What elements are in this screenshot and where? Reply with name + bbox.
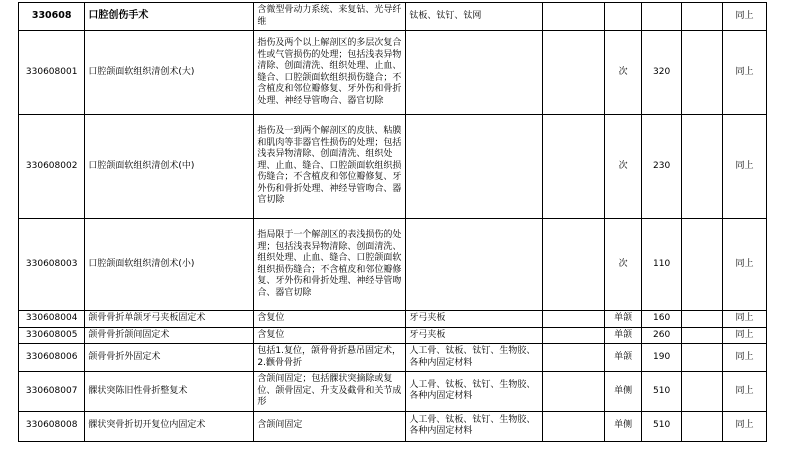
cell-code: 330608 <box>19 3 85 31</box>
cell-desc: 含颌间固定；包括髁状突摘除或复位、颌骨固定、升支及截骨和关节成形 <box>254 372 406 412</box>
cell-price: 510 <box>641 372 682 412</box>
cell-unit: 单侧 <box>605 411 641 441</box>
table-row <box>19 31 767 115</box>
cell-name: 颌骨骨折颌间固定术 <box>85 327 254 344</box>
cell-same: 同上 <box>723 344 767 372</box>
cell-code: 330608002 <box>19 115 85 219</box>
cell-unit: 次 <box>605 115 641 219</box>
cell-material <box>406 115 543 219</box>
table-row <box>19 372 767 412</box>
table-row <box>19 344 767 372</box>
cell-desc: 指伤及一到两个解剖区的皮肤、粘膜和肌肉等非器官性损伤的处理；包括浅表异物清除、创面清洗、组织处理、止血、缝合、口腔颌面软组织损伤缝合；不含植皮和邻位瓣修复、牙外伤和骨折处理、神经导管吻合、器官切除 <box>254 115 406 219</box>
cell-note <box>682 31 723 115</box>
table-row <box>19 219 767 311</box>
cell-code: 330608001 <box>19 31 85 115</box>
cell-same: 同上 <box>723 311 767 328</box>
cell-same: 同上 <box>723 219 767 311</box>
cell-excl <box>543 219 605 311</box>
cell-code: 330608007 <box>19 372 85 412</box>
cell-material: 牙弓夹板 <box>406 327 543 344</box>
table-row <box>19 115 767 219</box>
cell-note <box>682 344 723 372</box>
cell-unit: 单颌 <box>605 311 641 328</box>
cell-name: 颌骨骨折外固定术 <box>85 344 254 372</box>
cell-name: 髁状突骨折切开复位内固定术 <box>85 411 254 441</box>
table-row <box>19 3 767 31</box>
cell-same: 同上 <box>723 31 767 115</box>
cell-unit: 次 <box>605 31 641 115</box>
cell-price: 190 <box>641 344 682 372</box>
cell-same: 同上 <box>723 411 767 441</box>
cell-excl <box>543 3 605 31</box>
table-row <box>19 311 767 328</box>
cell-excl <box>543 411 605 441</box>
cell-desc: 包括1.复位，颌骨骨折悬吊固定术，2.颧骨骨折 <box>254 344 406 372</box>
cell-material: 人工骨、钛板、钛钉、生物胶、各种内固定材料 <box>406 372 543 412</box>
cell-name: 髁状突陈旧性骨折整复术 <box>85 372 254 412</box>
cell-excl <box>543 311 605 328</box>
cell-unit: 次 <box>605 219 641 311</box>
cell-same: 同上 <box>723 115 767 219</box>
cell-same: 同上 <box>723 372 767 412</box>
cell-price <box>641 3 682 31</box>
cell-material: 人工骨、钛板、钛钉、生物胶、各种内固定材料 <box>406 411 543 441</box>
cell-desc: 指伤及两个以上解剖区的多层次复合性或气管损伤的处理；包括浅表异物清除、创面清洗、组织处理、止血、缝合、口腔颌面软组织损伤缝合；不含植皮和邻位瓣修复、牙外伤和骨折处理、神经导管吻合、器官切除 <box>254 31 406 115</box>
cell-price: 110 <box>641 219 682 311</box>
cell-price: 260 <box>641 327 682 344</box>
cell-note <box>682 327 723 344</box>
cell-desc: 含复位 <box>254 327 406 344</box>
cell-price: 320 <box>641 31 682 115</box>
cell-excl <box>543 31 605 115</box>
cell-material: 牙弓夹板 <box>406 311 543 328</box>
cell-code: 330608006 <box>19 344 85 372</box>
cell-desc: 含复位 <box>254 311 406 328</box>
cell-name: 口腔颌面软组织清创术(大) <box>85 31 254 115</box>
cell-price: 160 <box>641 311 682 328</box>
cell-name: 颌骨骨折单颌牙弓夹板固定术 <box>85 311 254 328</box>
cell-note <box>682 311 723 328</box>
cell-excl <box>543 327 605 344</box>
cell-excl <box>543 344 605 372</box>
cell-material: 人工骨、钛板、钛钉、生物胶、各种内固定材料 <box>406 344 543 372</box>
table-row <box>19 411 767 441</box>
cell-name: 口腔创伤手术 <box>85 3 254 31</box>
cell-note <box>682 411 723 441</box>
cell-unit: 单颌 <box>605 344 641 372</box>
cell-code: 330608008 <box>19 411 85 441</box>
cell-desc: 含微型骨动力系统、来复钻、光导纤维 <box>254 3 406 31</box>
price-table <box>18 2 767 442</box>
cell-name: 口腔颌面软组织清创术(中) <box>85 115 254 219</box>
cell-code: 330608004 <box>19 311 85 328</box>
cell-unit <box>605 3 641 31</box>
table-row <box>19 327 767 344</box>
cell-note <box>682 219 723 311</box>
cell-note <box>682 372 723 412</box>
cell-name: 口腔颌面软组织清创术(小) <box>85 219 254 311</box>
cell-note <box>682 115 723 219</box>
cell-code: 330608003 <box>19 219 85 311</box>
cell-excl <box>543 115 605 219</box>
cell-code: 330608005 <box>19 327 85 344</box>
cell-unit: 单侧 <box>605 372 641 412</box>
cell-unit: 单颌 <box>605 327 641 344</box>
cell-note <box>682 3 723 31</box>
cell-same: 同上 <box>723 3 767 31</box>
cell-material <box>406 219 543 311</box>
cell-price: 230 <box>641 115 682 219</box>
cell-material: 钛板、钛钉、钛网 <box>406 3 543 31</box>
cell-same: 同上 <box>723 327 767 344</box>
cell-desc: 指局限于一个解剖区的表浅损伤的处理；包括浅表异物清除、创面清洗、组织处理、止血、缝合、口腔颌面软组织损伤缝合；不含植皮和邻位瓣修复、牙外伤和骨折处理、神经导管吻合、器官切除 <box>254 219 406 311</box>
cell-desc: 含颌间固定 <box>254 411 406 441</box>
cell-excl <box>543 372 605 412</box>
cell-material <box>406 31 543 115</box>
cell-price: 510 <box>641 411 682 441</box>
